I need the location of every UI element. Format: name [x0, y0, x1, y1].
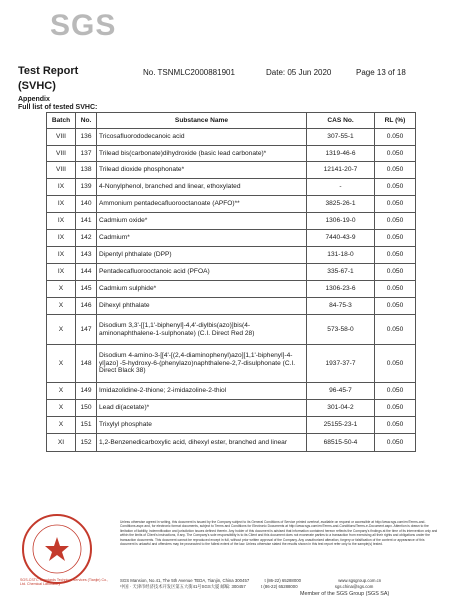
cell-rl: 0.050 [375, 146, 416, 162]
cell-cas: 25155-23-1 [307, 417, 375, 434]
cell-rl: 0.050 [375, 281, 416, 298]
cell-substance: Disodium 4-amino-3-[[4'-[(2,4-diaminophenyl)azo][1,1'-biphenyl]-4-yl]azo] -5-hydroxy-6-(phenylazo)naphthalene-2,7-disulphonate (C.I. Direct Black 38) [97, 345, 307, 383]
cell-batch: X [47, 400, 76, 417]
cell-rl: 0.050 [375, 264, 416, 281]
telephone: t (86-22) 65288000 [264, 578, 301, 583]
cell-rl: 0.050 [375, 315, 416, 345]
cell-rl: 0.050 [375, 196, 416, 213]
address-en: SGS Mansion, No.41, The 5th Avenue TEDA, Tianjin, China 300457 [120, 578, 250, 583]
table-row [47, 345, 416, 383]
cell-rl: 0.050 [375, 162, 416, 179]
cell-substance: Lead di(acetate)* [97, 400, 307, 417]
table-row [47, 281, 416, 298]
column-header-batch: Batch [47, 113, 76, 129]
table-row [47, 400, 416, 417]
telephone-2: t (86-22) 65288000 [261, 584, 298, 589]
cell-substance: Cadmium* [97, 230, 307, 247]
website-link[interactable]: www.sgsgroup.com.cn [338, 578, 382, 583]
cell-no: 140 [76, 196, 97, 213]
table-row [47, 162, 416, 179]
cell-batch: VIII [47, 162, 76, 179]
cell-batch: IX [47, 264, 76, 281]
page-number: Page 13 of 18 [356, 68, 406, 77]
cell-batch: IX [47, 230, 76, 247]
cell-no: 137 [76, 146, 97, 162]
table-row [47, 298, 416, 315]
cell-no: 141 [76, 213, 97, 230]
cell-cas: 573-58-0 [307, 315, 375, 345]
cell-batch: X [47, 417, 76, 434]
cell-substance: Dipentyl phthalate (DPP) [97, 247, 307, 264]
cell-batch: X [47, 298, 76, 315]
cell-substance: Disodium 3,3'-[[1,1'-biphenyl]-4,4'-diylbis(azo)]bis(4-aminonaphthalene-1-sulphonate) (C.I. Direct Red 28) [97, 315, 307, 345]
cell-batch: X [47, 315, 76, 345]
sgs-logo-text: SGS [50, 9, 117, 42]
cell-no: 150 [76, 400, 97, 417]
cell-cas: 1319-46-6 [307, 146, 375, 162]
cell-cas: 68515-50-4 [307, 434, 375, 452]
table-row [47, 146, 416, 162]
cell-cas: 1937-37-7 [307, 345, 375, 383]
cell-rl: 0.050 [375, 213, 416, 230]
cell-substance: Trixylyl phosphate [97, 417, 307, 434]
table-row [47, 247, 416, 264]
terms-text: Unless otherwise agreed in writing, this document is issued by the Company subject to its General Conditions of Service printed overleaf, available on request or accessible at http://www.sgs.com/en/Terms-and-Conditions.aspx and, for electronic format documents, subject to Terms and Conditions for Electronic Documents at http://www.sgs.com/en/Terms-and-Conditions/Terms-e-Document.aspx. Attention is drawn to the limitation of liability, indemnification and jurisdiction issues defined therein. Any holder of this document is advised that information contained hereon reflects the Company's findings at the time of its intervention only and within the limits of Client's instructions, if any. The Company's sole responsibility is to its Client and this document does not exonerate parties to a transaction from exercising all their rights and obligations under the transaction documents. This document cannot be reproduced except in full, without prior written approval of the Company. Any unauthorized alteration, forgery or falsification of the content or appearance of this document is unlawful and offenders may be prosecuted to the fullest extent of the law. Unless otherwise stated the results shown in this test report refer only to the sample(s) tested. [120, 520, 438, 547]
list-title: Full list of tested SVHC: [18, 104, 98, 111]
cell-batch: X [47, 281, 76, 298]
cell-batch: VIII [47, 129, 76, 146]
report-subtitle: (SVHC) [18, 80, 56, 92]
cell-rl: 0.050 [375, 434, 416, 452]
cell-substance: Imidazolidine-2-thione; 2-imidazoline-2-thiol [97, 383, 307, 400]
cell-substance: Cadmium oxide* [97, 213, 307, 230]
cell-rl: 0.050 [375, 345, 416, 383]
table-row [47, 129, 416, 146]
column-header-rl: RL (%) [375, 113, 416, 129]
cell-batch: X [47, 383, 76, 400]
cell-cas: 1306-23-6 [307, 281, 375, 298]
cell-rl: 0.050 [375, 417, 416, 434]
table-row [47, 179, 416, 196]
cell-substance: Dihexyl phthalate [97, 298, 307, 315]
cell-cas: 131-18-0 [307, 247, 375, 264]
cell-batch: XI [47, 434, 76, 452]
cell-no: 139 [76, 179, 97, 196]
cell-cas: 96-45-7 [307, 383, 375, 400]
cell-batch: X [47, 345, 76, 383]
svhc-table [46, 112, 416, 452]
cell-no: 138 [76, 162, 97, 179]
sgs-logo [50, 9, 117, 44]
table-row [47, 230, 416, 247]
cell-cas: 7440-43-9 [307, 230, 375, 247]
cell-cas: - [307, 179, 375, 196]
appendix-label: Appendix [18, 96, 50, 103]
address-cn: 中国 · 天津市经济技术开发区第五大街41号SGS大厦 邮编: 300457 [120, 584, 246, 589]
cell-rl: 0.050 [375, 230, 416, 247]
cell-substance: Trilead dioxide phosphonate* [97, 162, 307, 179]
cell-substance: Cadmium sulphide* [97, 281, 307, 298]
laboratory-stamp [20, 512, 94, 586]
table-row [47, 315, 416, 345]
cell-cas: 307-55-1 [307, 129, 375, 146]
cell-no: 152 [76, 434, 97, 452]
cell-substance: Tricosafluorododecanoic acid [97, 129, 307, 146]
cell-no: 142 [76, 230, 97, 247]
table-row [47, 264, 416, 281]
address-block [120, 578, 450, 590]
cell-no: 143 [76, 247, 97, 264]
cell-batch: VIII [47, 146, 76, 162]
cell-batch: IX [47, 213, 76, 230]
cell-no: 148 [76, 345, 97, 383]
table-row [47, 383, 416, 400]
cell-no: 145 [76, 281, 97, 298]
cell-cas: 301-04-2 [307, 400, 375, 417]
cell-cas: 84-75-3 [307, 298, 375, 315]
cell-rl: 0.050 [375, 400, 416, 417]
cell-substance: Pentadecafluorooctanoic acid (PFOA) [97, 264, 307, 281]
cell-no: 149 [76, 383, 97, 400]
table-row [47, 213, 416, 230]
cell-substance: Trilead bis(carbonate)dihydroxide (basic lead carbonate)* [97, 146, 307, 162]
cell-substance: Ammonium pentadecafluorooctanoate (APFO)** [97, 196, 307, 213]
column-header-no: No. [76, 113, 97, 129]
cell-batch: IX [47, 179, 76, 196]
cell-no: 144 [76, 264, 97, 281]
report-title: Test Report [18, 65, 79, 77]
cell-cas: 3825-26-1 [307, 196, 375, 213]
column-header-cas: CAS No. [307, 113, 375, 129]
cell-batch: IX [47, 247, 76, 264]
cell-no: 146 [76, 298, 97, 315]
cell-no: 147 [76, 315, 97, 345]
cell-cas: 1306-19-0 [307, 213, 375, 230]
table-row [47, 417, 416, 434]
stamp-lab-name: SGS-CSTC Standards Technical Services (Tianjin) Co., Ltd. Chemical Laboratory [20, 578, 109, 587]
cell-cas: 12141-20-7 [307, 162, 375, 179]
cell-no: 136 [76, 129, 97, 146]
cell-cas: 335-67-1 [307, 264, 375, 281]
cell-rl: 0.050 [375, 247, 416, 264]
cell-rl: 0.050 [375, 179, 416, 196]
cell-substance: 1,2-Benzenedicarboxylic acid, dihexyl ester, branched and linear [97, 434, 307, 452]
column-header-substance: Substance Name [97, 113, 307, 129]
email-link[interactable]: sgs.china@sgs.com [334, 584, 374, 589]
cell-rl: 0.050 [375, 383, 416, 400]
cell-rl: 0.050 [375, 129, 416, 146]
report-date: Date: 05 Jun 2020 [266, 68, 332, 77]
cell-no: 151 [76, 417, 97, 434]
cell-substance: 4-Nonylphenol, branched and linear, ethoxylated [97, 179, 307, 196]
table-header-row [47, 113, 416, 129]
report-number: No. TSNMLC2000881901 [143, 68, 235, 77]
table-row [47, 196, 416, 213]
cell-batch: IX [47, 196, 76, 213]
cell-rl: 0.050 [375, 298, 416, 315]
table-row [47, 434, 416, 452]
member-notice: Member of the SGS Group (SGS SA) [300, 591, 390, 597]
